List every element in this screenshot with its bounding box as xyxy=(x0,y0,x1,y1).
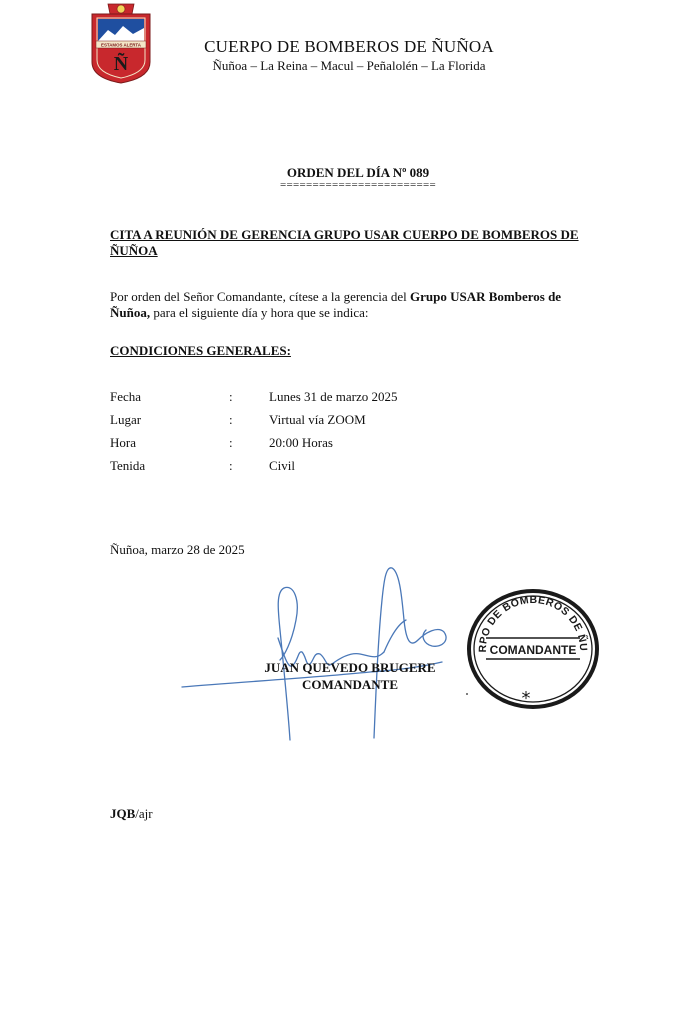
organization-communes: Ñuñoa – La Reina – Macul – Peñalolén – La Florida xyxy=(212,58,486,73)
intro-text-before: Por orden del Señor Comandante, cítese a la gerencia del xyxy=(110,289,410,304)
logo-letter: Ñ xyxy=(113,53,129,75)
dateline: Ñuñoa, marzo 28 de 2025 xyxy=(110,542,245,557)
condition-label: Fecha xyxy=(110,389,142,404)
logo-motto: ESTAMOS ALERTA xyxy=(101,42,141,48)
reference-initials xyxy=(110,806,153,822)
handwritten-signature xyxy=(180,560,460,745)
condition-separator: : xyxy=(229,435,233,450)
signatory-name: JUAN QUEVEDO BRUGERE xyxy=(264,660,436,675)
order-title-rule: ======================== xyxy=(279,179,437,191)
condition-separator: : xyxy=(229,412,233,427)
intro-bold-group: Grupo USAR Bomberos de Ñuñoa, xyxy=(110,289,562,320)
condition-value: Civil xyxy=(269,458,296,473)
conditions-heading: CONDICIONES GENERALES: xyxy=(110,343,291,358)
condition-label: Hora xyxy=(110,435,136,450)
condition-label: Tenida xyxy=(110,458,146,473)
intro-paragraph xyxy=(110,289,585,321)
seal-center-text: COMANDANTE xyxy=(489,643,577,657)
commander-seal xyxy=(466,588,600,710)
condition-value: Lunes 31 de marzo 2025 xyxy=(269,389,398,404)
seal-ring-text: RPO DE BOMBEROS DE ÑU xyxy=(476,593,590,653)
initials-signer: JQB xyxy=(110,806,136,821)
order-title: ORDEN DEL DÍA Nº 089 xyxy=(286,165,430,180)
condition-separator: : xyxy=(229,458,233,473)
condition-value: Virtual vía ZOOM xyxy=(269,412,366,427)
subject-heading: CITA A REUNIÓN DE GERENCIA GRUPO USAR CUERPO DE BOMBEROS DE ÑUÑOA xyxy=(110,227,579,258)
seal-star-icon: * xyxy=(521,688,531,709)
condition-value: 20:00 Horas xyxy=(269,435,333,450)
signatory-role: COMANDANTE xyxy=(301,677,399,692)
initials-typist: /ajr xyxy=(135,806,153,821)
condition-label: Lugar xyxy=(110,412,142,427)
organization-name: CUERPO DE BOMBEROS DE ÑUÑOA xyxy=(204,37,494,56)
intro-text-after: para el siguiente día y hora que se indica: xyxy=(150,305,369,320)
condition-separator: : xyxy=(229,389,233,404)
